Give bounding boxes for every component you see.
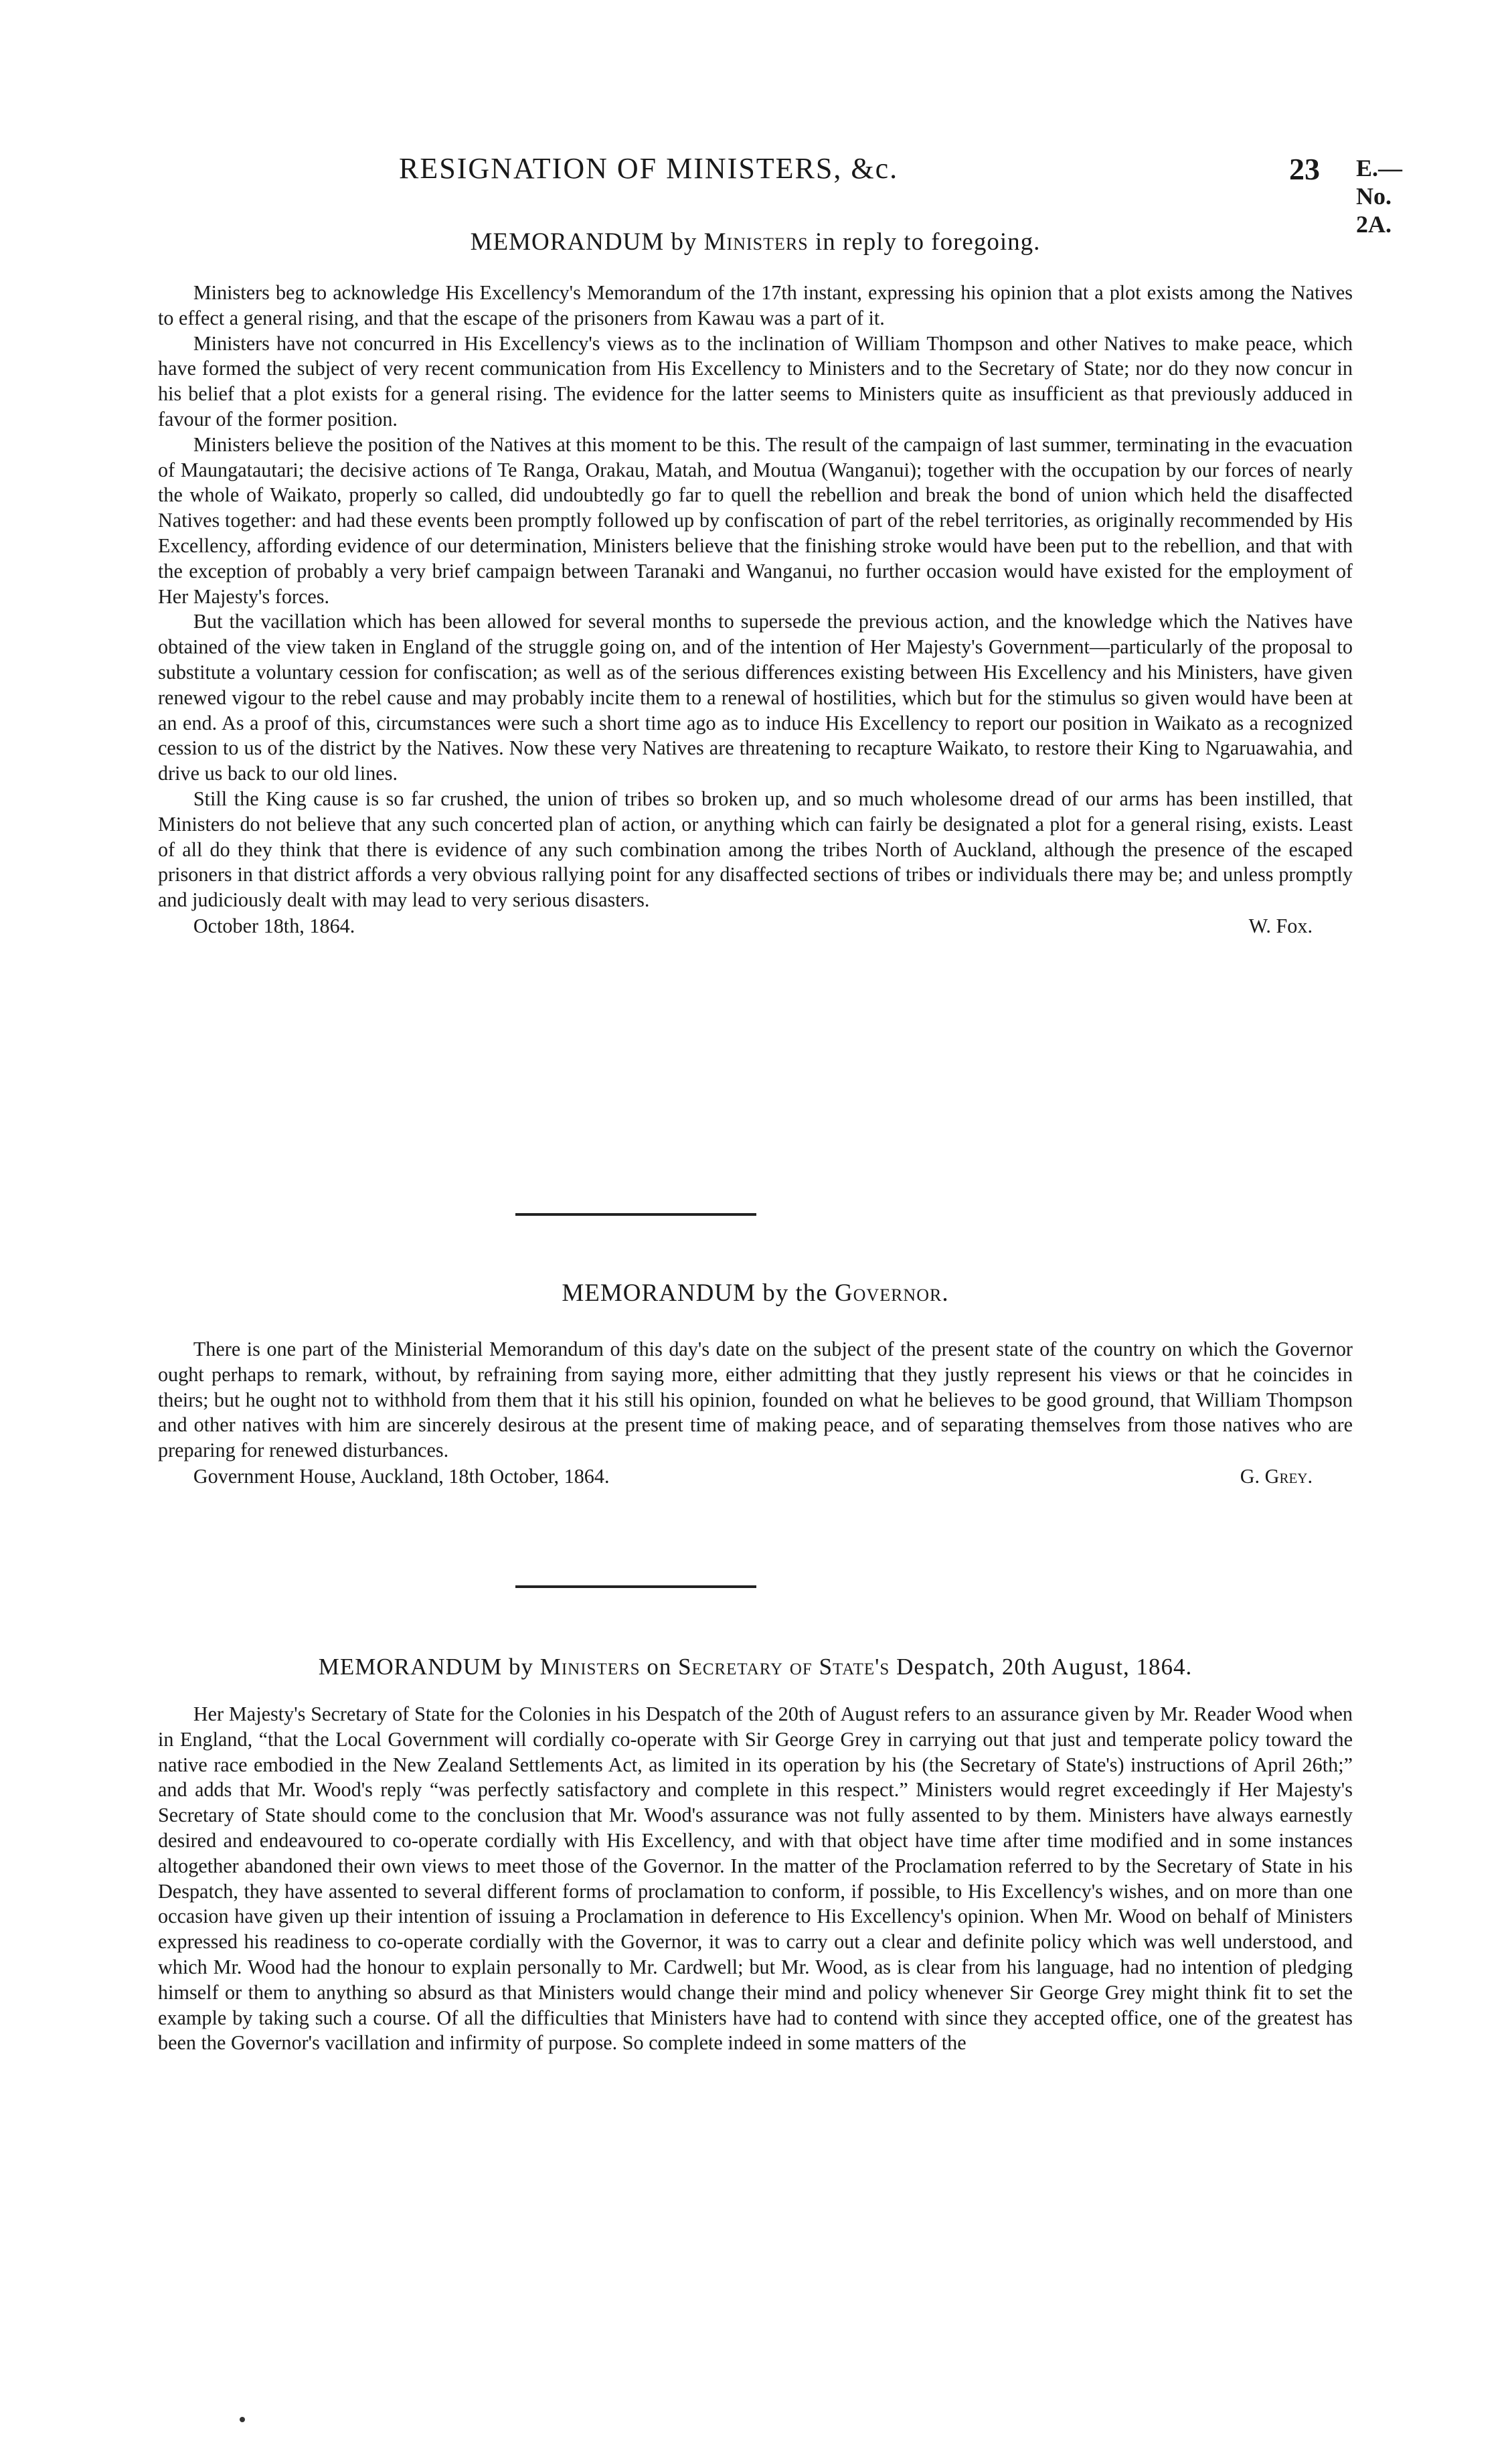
- memorandum-governor: [158, 1279, 1353, 1489]
- section-divider: [515, 1585, 756, 1588]
- memo-date: October 18th, 1864.: [193, 914, 355, 937]
- heading-smallcaps: Governor.: [834, 1279, 949, 1307]
- paragraph: But the vacillation which has been allowed for several months to supersede the previous action, and the knowledge which the Natives have obtained of the view taken in England of the struggle going on, and of the intention of Her Majesty's Government—particularly of the proposal to substitute a voluntary cession for confiscation; as well as of the serious differences existing between His Excellency and his Ministers, have given renewed vigour to the rebel cause and may probably incite them to a renewal of hostilities, which but for the stimulus so given would have been at an end. As a proof of this, circumstances were such a short time ago as to induce His Excellency to report our position in Waikato as a recognized cession to us of the district by the Natives. Now these very Natives are threatening to recapture Waikato, to restore their King to Ngaruawahia, and drive us back to our old lines.: [158, 610, 1353, 785]
- running-title: RESIGNATION OF MINISTERS, &c.: [399, 152, 899, 185]
- paragraph: Ministers have not concurred in His Excellency's views as to the inclination of William Thompson and other Natives to make peace, which have formed the subject of very recent communication from His Excellency to Ministers and to the Secretary of State; nor do they now concur in his belief that a plot exists for a general rising. The evidence for the latter seems to Ministers quite as insufficient as that previously adduced in favour of the former position.: [158, 331, 1353, 430]
- paragraph: Ministers beg to acknowledge His Excellency's Memorandum of the 17th instant, expressing his opinion that a plot exists among the Natives to effect a general rising, and that the escape of the prisoners from Kawau was a part of it.: [158, 281, 1353, 329]
- heading-rest: in reply to foregoing.: [815, 228, 1041, 256]
- date-signature-row: [158, 913, 1353, 939]
- section-heading: [158, 1654, 1353, 1680]
- section-heading: [158, 1279, 1353, 1308]
- memorandum-ministers-despatch: [158, 1654, 1353, 2056]
- heading-main: MEMORANDUM by the: [562, 1279, 828, 1307]
- paragraph: There is one part of the Ministerial Memorandum of this day's date on the subject of the present state of the country on which the Governor ought perhaps to remark, without, by refraining from saying more, either admitting that they justly represent his views or that he coincides in theirs; but he ought not to withhold from them that it his still his opinion, founded on what he believes to be good ground, that William Thompson and other natives with him are sincerely desirous at the present time of making peace, and of separating themselves from those natives who are preparing for renewed disturbances.: [158, 1338, 1353, 1462]
- heading-smallcaps: Ministers: [703, 228, 809, 256]
- paper-reference: E.—No. 2A.: [1356, 155, 1403, 238]
- page-number: 23: [1289, 152, 1320, 186]
- heading-rest: Despatch, 20th August, 1864.: [896, 1654, 1193, 1680]
- date-signature-row: [158, 1464, 1353, 1489]
- paragraph: Ministers believe the position of the Natives at this moment to be this. The result of the campaign of last summer, terminating in the evacuation of Maungatautari; the decisive actions of Te Ranga, Orakau, Matah, and Moutua (Wanganui); together with the occupation by our forces of nearly the whole of Waikato, properly so called, did undoubtedly go far to quell the rebellion and break the bond of union which held the disaffected Natives together: and had these events been promptly followed up by confiscation of part of the rebel territories, as originally recommended by His Excellency, affording evidence of our determination, Ministers believe that the finishing stroke would have been put to the rebellion, and that with the exception of probably a very brief campaign between Taranaki and Wanganui, no further occasion would have existed for the employment of Her Majesty's forces.: [158, 432, 1353, 608]
- heading-mid: on: [647, 1654, 672, 1680]
- heading-main: MEMORANDUM by: [470, 228, 697, 256]
- stray-mark: [240, 2417, 245, 2422]
- section-heading: [158, 228, 1353, 256]
- paragraph: Still the King cause is so far crushed, the union of tribes so broken up, and so much wholesome dread of our arms has been instilled, that Ministers do not believe that any such concerted plan of action, or anything which can fairly be designated a plot for a general rising, exists. Least of all do they think that there is evidence of any such combination among the tribes North of Auckland, although the presence of the escaped prisoners in that district affords a very obvious rallying point for any disaffected sections of tribes or individuals there may be; and unless promptly and judiciously dealt with may lead to very serious disasters.: [158, 787, 1353, 912]
- memo-date: Government House, Auckland, 18th October, 1864.: [193, 1464, 610, 1488]
- section-divider: [515, 1213, 756, 1216]
- heading-main: MEMORANDUM by: [318, 1654, 533, 1680]
- heading-smallcaps: Secretary of State's: [678, 1654, 890, 1680]
- memo-signature: G. Grey.: [1240, 1464, 1313, 1488]
- heading-smallcaps: Ministers: [539, 1654, 641, 1680]
- paragraph: Her Majesty's Secretary of State for the Colonies in his Despatch of the 20th of August refers to an assurance given by Mr. Reader Wood when in England, “that the Local Government will cordially co-operate with Sir George Grey in carrying out that just and temperate policy toward the native race embodied in the New Zealand Settlements Act, as limited in its operation by his (the Secretary of State's) instructions of April 26th;” and adds that Mr. Wood's reply “was perfectly satisfactory and complete in this respect.” Ministers would regret exceedingly if Her Majesty's Secretary of State should come to the conclusion that Mr. Wood's assurance was not fully assented to by them. Ministers have always earnestly desired and endeavoured to co-operate cordially with His Excellency, and with that object have time after time modified and in some instances altogether abandoned their own views to meet those of the Governor. In the matter of the Proclamation referred to by the Secretary of State in his Despatch, they have assented to several different forms of proclamation to conform, if possible, to His Excellency's wishes, and on more than one occasion have given up their intention of issuing a Proclamation in deference to His Excellency's opinion. When Mr. Wood on behalf of Ministers expressed his readiness to co-operate cordially with the Governor, it was to carry out a clear and definite policy which was well understood, and which Mr. Wood had the honour to explain personally to Mr. Cardwell; but Mr. Wood, as is clear from his language, had no intention of pledging himself or them to anything so absurd as that Ministers would change their mind and policy whenever Sir George Grey might think fit to set the example by taking such a course. Of all the difficulties that Ministers have had to contend with since they accepted office, one of the greatest has been the Governor's vacillation and infirmity of purpose. So complete indeed in some matters of the: [158, 1703, 1353, 2055]
- memorandum-ministers-reply: [158, 228, 1353, 939]
- memo-signature: W. Fox.: [1248, 914, 1313, 937]
- running-header: [158, 151, 1412, 238]
